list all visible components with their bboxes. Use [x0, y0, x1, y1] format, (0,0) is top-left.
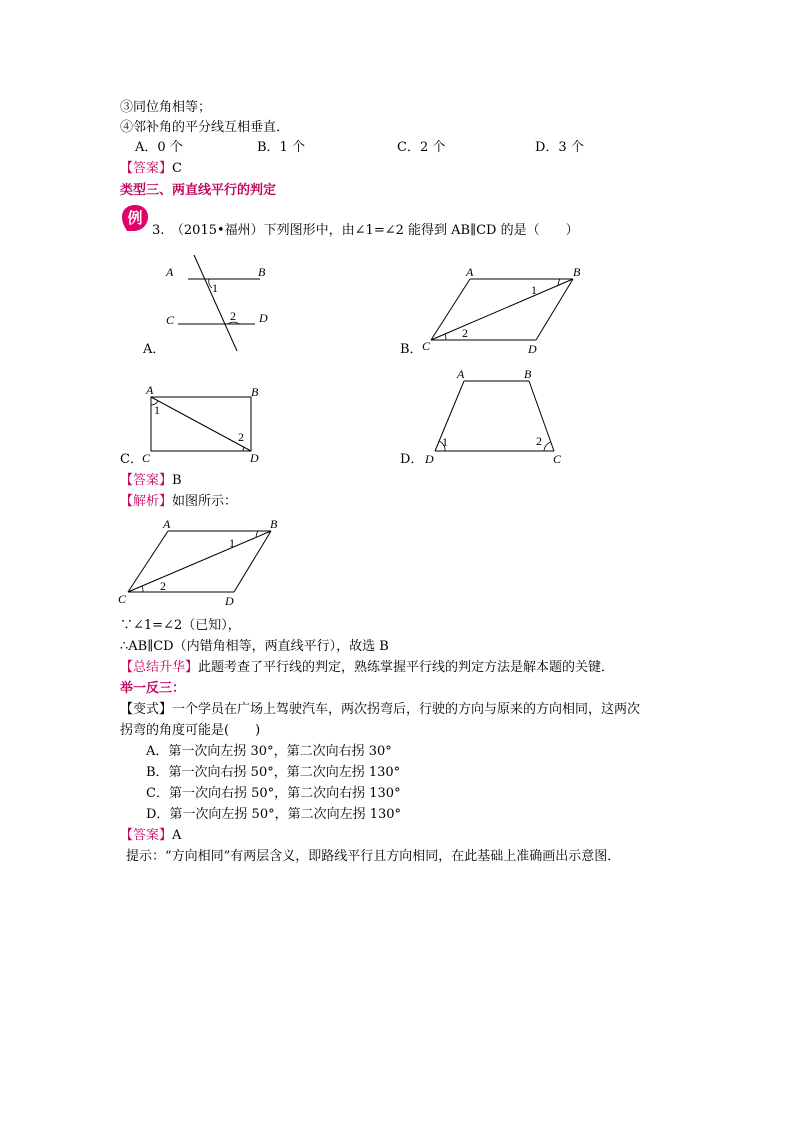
analysis-label-d: D — [225, 594, 234, 608]
answer-tag: 【答案】 — [120, 473, 173, 488]
fig-a-label-a: A — [166, 265, 174, 279]
fig-d-label-a: A — [457, 367, 465, 381]
q3-summary — [120, 659, 614, 677]
fig-d-label-d: D — [425, 452, 434, 466]
section-heading: 类型三、两直线平行的判定 — [120, 183, 277, 198]
question-stem: 3. （2015•福州）下列图形中，由∠1=∠2 能得到 AB∥CD 的是（ ） — [152, 223, 579, 238]
practice-heading: 举一反三： — [120, 681, 186, 696]
reasoning-therefore: ∴AB∥CD（内错角相等，两直线平行），故选 B — [120, 639, 389, 654]
variant-answer — [120, 827, 181, 845]
fig-d-angle-1: 1 — [442, 435, 448, 449]
prev-option-b: B．1 个 — [257, 140, 305, 155]
figure-b — [420, 262, 590, 362]
fig-c-angle-2: 2 — [238, 430, 244, 444]
fig-a-angle-2: 2 — [230, 309, 236, 323]
option-a-label: A． — [143, 342, 166, 357]
analysis-figure — [115, 514, 290, 614]
analysis-tag: 【解析】 — [120, 494, 173, 509]
q3-answer — [120, 472, 182, 490]
analysis-label-a: A — [163, 517, 171, 531]
fig-a-label-b: B — [258, 265, 266, 279]
analysis-label-c: C — [118, 592, 127, 606]
answer-tag: 【答案】 — [120, 828, 173, 843]
answer-value: B — [172, 473, 182, 488]
fig-a-label-d: D — [259, 311, 268, 325]
fig-a-label-c: C — [166, 313, 175, 327]
variant-choice-a: A．第一次向左拐 30°，第二次向右拐 30° — [146, 744, 392, 759]
analysis-text: 如图所示： — [172, 494, 238, 509]
reasoning-because: ∵∠1=∠2（已知）， — [120, 618, 241, 633]
variant-line-2: 拐弯的角度可能是( ) — [120, 723, 261, 738]
q3-analysis — [120, 493, 237, 511]
variant-choice-c: C．第一次向右拐 50°，第二次向右拐 130° — [146, 786, 401, 801]
variant-hint: 提示：“方向相同”有两层含义，即路线平行且方向相同，在此基础上准确画出示意图． — [126, 849, 621, 864]
fig-c-label-a: A — [146, 383, 154, 397]
summary-tag: 【总结升华】 — [120, 660, 199, 675]
fig-d-label-c: C — [553, 452, 562, 466]
prev-option-c: C．2 个 — [397, 140, 446, 155]
prev-option-a: A．0 个 — [135, 140, 183, 155]
variant-choice-b: B．第一次向右拐 50°，第二次向左拐 130° — [146, 765, 401, 780]
fig-c-label-d: D — [250, 451, 259, 465]
figure-a — [160, 250, 300, 360]
fig-c-label-c: C — [142, 451, 151, 465]
fig-b-angle-1: 1 — [531, 283, 537, 297]
variant-tag: 【变式】 — [120, 702, 173, 717]
variant-choice-d: D．第一次向左拐 50°，第二次向左拐 130° — [146, 807, 402, 822]
variant-text: 一个学员在广场上驾驶汽车，两次拐弯后，行驶的方向与原来的方向相同，这两次 — [172, 702, 641, 717]
fig-b-label-c: C — [422, 339, 431, 353]
fig-b-label-d: D — [528, 342, 537, 356]
analysis-angle-2: 2 — [160, 579, 166, 593]
prev-option-d: D．3 个 — [535, 140, 584, 155]
figure-c — [140, 382, 270, 472]
statement-4: ④邻补角的平分线互相垂直． — [120, 120, 290, 135]
option-b-label: B． — [400, 342, 423, 357]
variant-line-1 — [120, 701, 640, 719]
fig-b-label-a: A — [466, 265, 474, 279]
analysis-label-b: B — [270, 517, 278, 531]
example-badge-text: 例 — [127, 209, 143, 227]
figure-d — [420, 365, 570, 465]
fig-d-label-b: B — [524, 367, 532, 381]
answer-value: A — [172, 828, 182, 843]
example-badge-icon — [121, 204, 149, 232]
answer-value: C — [172, 161, 182, 176]
fig-c-label-b: B — [251, 385, 259, 399]
fig-a-angle-1: 1 — [212, 281, 218, 295]
answer-tag: 【答案】 — [120, 161, 173, 176]
option-d-label: D． — [400, 452, 424, 467]
option-c-label: C． — [120, 452, 143, 467]
fig-d-angle-2: 2 — [536, 434, 542, 448]
example-badge — [121, 204, 149, 232]
summary-text: 此题考查了平行线的判定，熟练掌握平行线的判定方法是解本题的关键． — [198, 660, 615, 675]
fig-b-label-b: B — [573, 265, 581, 279]
analysis-angle-1: 1 — [229, 536, 235, 550]
fig-b-angle-2: 2 — [462, 326, 468, 340]
fig-c-angle-1: 1 — [154, 403, 160, 417]
statement-3: ③同位角相等； — [120, 100, 212, 115]
prev-answer — [120, 160, 182, 178]
